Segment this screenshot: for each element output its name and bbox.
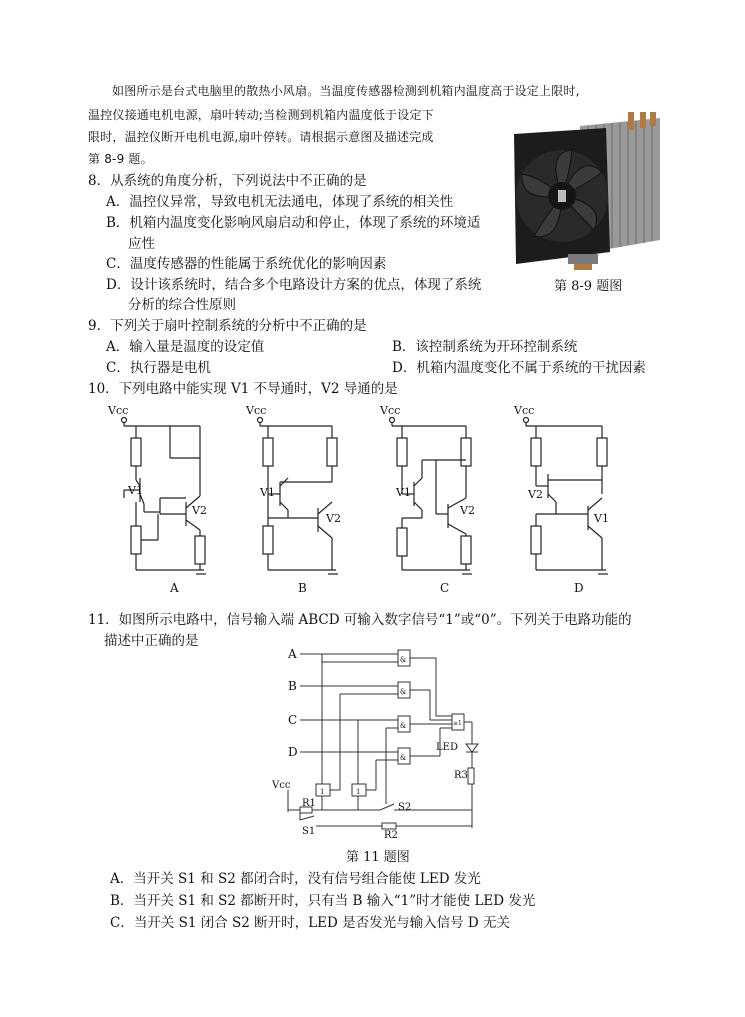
q9-option-a: A．输入量是温度的设定值 xyxy=(106,339,265,355)
q8-option-c: C．温度传感器的性能属于系统优化的影响因素 xyxy=(106,256,387,272)
q10-circuits-figure xyxy=(100,398,660,598)
q8-option-d-line1: D．设计该系统时，结合多个电路设计方案的优点，体现了系统 xyxy=(106,277,482,293)
q9-option-d: D．机箱内温度变化不属于系统的干扰因素 xyxy=(392,360,646,376)
q11-option-b: B．当开关 S1 和 S2 都断开时，只有当 B 输入“1”时才能使 LED 发光 xyxy=(110,893,536,909)
logic-figure-caption: 第 11 题图 xyxy=(346,850,410,865)
circuit-d-v1: V1 xyxy=(594,512,609,525)
led-label: LED xyxy=(436,742,458,753)
q8-option-b-line1: B．机箱内温度变化影响风扇启动和停止，体现了系统的环境适 xyxy=(106,215,481,231)
fan-figure-caption: 第 8-9 题图 xyxy=(554,279,623,294)
intro-line-2: 温控仪接通电机电源，扇叶转动;当检测到机箱内温度低于设定下 xyxy=(88,108,434,122)
circuit-a-label: A xyxy=(170,581,179,595)
logic-input-c: C xyxy=(288,713,298,727)
intro-line-1: 如图所示是台式电脑里的散热小风扇。当温度传感器检测到机箱内温度高于设定上限时, xyxy=(112,84,580,98)
circuit-c-label: C xyxy=(440,581,450,595)
circuit-b-v1: V1 xyxy=(260,486,275,499)
q11-stem-line2: 描述中正确的是 xyxy=(104,633,199,649)
cpu-cooler-icon xyxy=(510,112,664,272)
s2-label: S2 xyxy=(398,802,412,813)
q11-logic-circuit xyxy=(270,644,490,844)
and-gate-3: & xyxy=(400,722,407,730)
q9-option-c: C．执行器是电机 xyxy=(106,360,211,376)
led-icon xyxy=(466,744,478,752)
intro-line-4: 第 8-9 题。 xyxy=(88,152,153,166)
s1-label: S1 xyxy=(302,826,316,837)
q11-stem-line1: 11．如图所示电路中，信号输入端 ABCD 可输入数字信号“1”或“0”。下列关于电路功能的 xyxy=(88,612,632,628)
circuit-a-v2: V2 xyxy=(192,504,207,517)
or-gate: ≥1 xyxy=(453,720,462,727)
r3-label: R3 xyxy=(454,770,468,781)
q8-stem: 8．从系统的角度分析，下列说法中不正确的是 xyxy=(88,173,367,189)
q9-stem: 9．下列关于扇叶控制系统的分析中不正确的是 xyxy=(88,318,367,334)
circuit-a-v1: V1 xyxy=(128,484,143,497)
intro-line-3: 限时，温控仪断开电机电源,扇叶停转。请根据示意图及描述完成 xyxy=(88,130,434,144)
and-gate-4: & xyxy=(400,754,407,762)
logic-input-d: D xyxy=(288,745,298,759)
q11-option-a: A．当开关 S1 和 S2 都闭合时，没有信号组合能使 LED 发光 xyxy=(110,871,481,887)
circuit-b-v2: V2 xyxy=(326,512,341,525)
q8-option-d-line2: 分析的综合性原则 xyxy=(128,297,236,313)
cpu-cooler-image xyxy=(510,112,664,272)
not-gate-1: 1 xyxy=(320,788,325,796)
circuit-c-v1: V1 xyxy=(396,486,411,499)
circuit-c-vcc: Vcc xyxy=(380,404,401,417)
q10-stem: 10．下列电路中能实现 V1 不导通时，V2 导通的是 xyxy=(88,381,398,397)
circuit-b-vcc: Vcc xyxy=(246,404,267,417)
r2-label: R2 xyxy=(384,830,398,841)
q8-option-b-line2: 应性 xyxy=(128,236,155,252)
circuit-d-v2: V2 xyxy=(528,488,543,501)
circuit-b-label: B xyxy=(298,581,307,595)
circuit-d-vcc: Vcc xyxy=(514,404,535,417)
logic-vcc-label: Vcc xyxy=(272,780,291,791)
and-gate-2: & xyxy=(400,688,407,696)
circuit-d-label: D xyxy=(574,581,584,595)
and-gate-1: & xyxy=(400,656,407,664)
q8-option-a: A．温控仪异常，导致电机无法通电，体现了系统的相关性 xyxy=(106,194,454,210)
q11-option-c: C．当开关 S1 闭合 S2 断开时，LED 是否发光与输入信号 D 无关 xyxy=(110,915,511,931)
r1-label: R1 xyxy=(302,798,316,809)
not-gate-2: 1 xyxy=(356,788,361,796)
logic-input-b: B xyxy=(288,679,297,693)
q9-option-b: B．该控制系统为开环控制系统 xyxy=(392,339,578,355)
logic-input-a: A xyxy=(288,647,297,661)
circuit-c-v2: V2 xyxy=(460,504,475,517)
circuit-a-vcc: Vcc xyxy=(108,404,129,417)
